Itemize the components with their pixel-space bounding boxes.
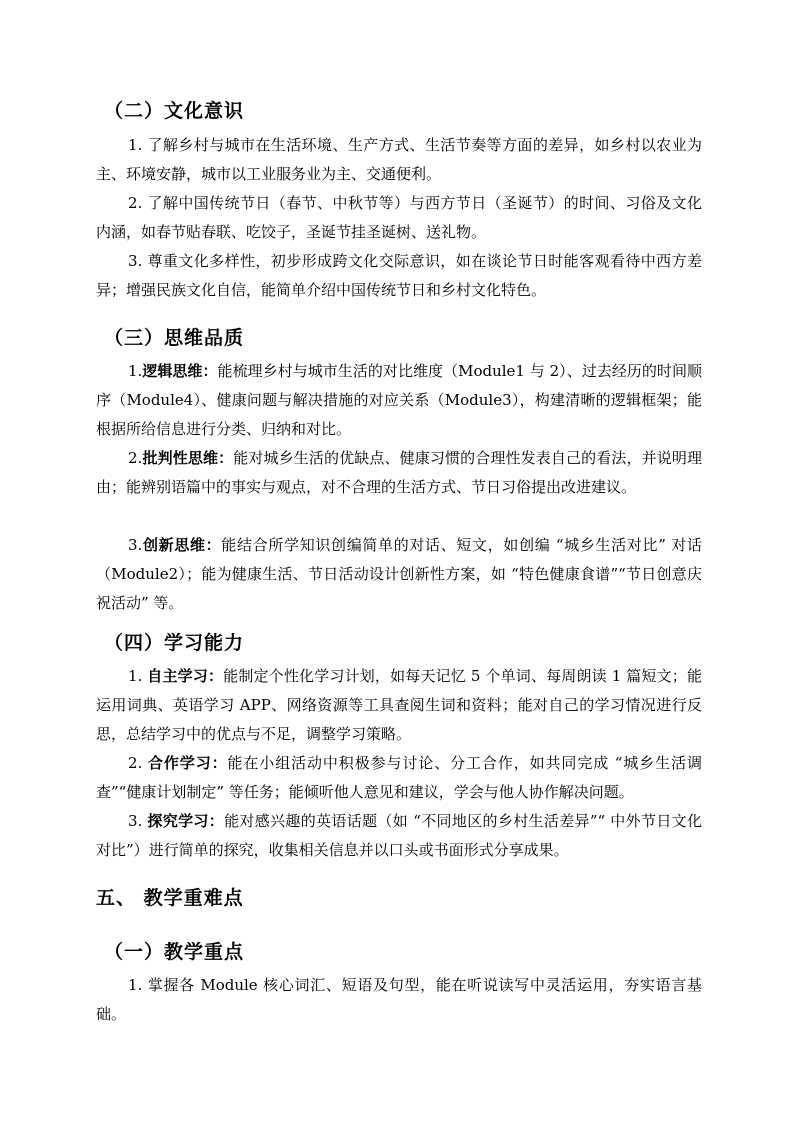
item-text: 能对感兴趣的英语话题（如 “不同地区的乡村生活差异”“ 中外节日文化对比”）进行简单的探究，收集相关信息并以口头或书面形式分享成果。	[96, 812, 702, 859]
section-heading-culture: （二）文化意识	[104, 100, 245, 122]
key-points-item-1: 1. 掌握各 Module 核心词汇、短语及句型，能在听说读写中灵活运用，夯实语言基础。	[96, 976, 702, 1023]
culture-item-3: 3. 尊重文化多样性，初步形成跨文化交际意识，如在谈论节日时能客观看待中西方差异；增强民族文化自信，能简单介绍中国传统节日和乡村文化特色。	[96, 252, 702, 299]
learning-item-3	[96, 807, 702, 865]
chapter-heading-key-difficulties: 五、 教学重难点	[96, 887, 244, 909]
item-text: 能制定个性化学习计划，如每天记忆 5 个单词、每周朗读 1 篇短文；能运用词典、英语学习 APP、网络资源等工具查阅生词和资料；能对自己的学习情况进行反思，总结学习中的优点与不足，调整学习策略。	[96, 667, 702, 743]
item-label: 自主学习：	[147, 667, 224, 685]
item-text: 能对城乡生活的优缺点、健康习惯的合理性发表自己的看法，并说明理由；能辨别语篇中的事实与观点，对不合理的生活方式、节日习俗提出改进建议。	[96, 449, 702, 496]
item-text: 能结合所学知识创编简单的对话、短文，如创编 “城乡生活对比” 对话（Module2）；能为健康生活、节日活动设计创新性方案，如 “特色健康食谱”“节日创意庆祝活动” 等。	[96, 536, 702, 612]
learning-item-1	[96, 662, 702, 749]
item-label: 批判性思维：	[142, 449, 234, 467]
item-number: 1.	[128, 362, 143, 380]
item-number: 2.	[128, 449, 143, 467]
thinking-item-1	[96, 357, 702, 444]
culture-item-2: 2. 了解中国传统节日（春节、中秋节等）与西方节日（圣诞节）的时间、习俗及文化内涵，如春节贴春联、吃饺子，圣诞节挂圣诞树、送礼物。	[96, 194, 702, 241]
item-text: 能在小组活动中积极参与讨论、分工合作，如共同完成 “城乡生活调查”“健康计划制定” 等任务；能倾听他人意见和建议，学会与他人协作解决问题。	[96, 754, 702, 801]
item-label: 合作学习：	[147, 754, 228, 772]
thinking-item-2	[96, 444, 702, 502]
section-heading-learning: （四）学习能力	[104, 632, 245, 654]
section-heading-key-points: （一）教学重点	[104, 941, 245, 963]
item-number: 3.	[128, 536, 143, 554]
thinking-item-3	[96, 531, 702, 618]
item-label: 创新思维：	[142, 536, 222, 554]
item-number: 2.	[128, 754, 148, 772]
item-label: 探究学习：	[147, 812, 225, 830]
section-heading-thinking: （三）思维品质	[104, 327, 245, 349]
item-number: 1.	[128, 667, 148, 685]
learning-item-2	[96, 749, 702, 807]
item-label: 逻辑思维：	[142, 362, 218, 380]
item-text: 能梳理乡村与城市生活的对比维度（Module1 与 2）、过去经历的时间顺序（Module4）、健康问题与解决措施的对应关系（Module3），构建清晰的逻辑框架；能根据所给信息进行分类、归纳和对比。	[96, 362, 702, 438]
item-number: 3.	[128, 812, 148, 830]
culture-item-1: 1. 了解乡村与城市在生活环境、生产方式、生活节奏等方面的差异，如乡村以农业为主、环境安静，城市以工业服务业为主、交通便利。	[96, 136, 702, 183]
